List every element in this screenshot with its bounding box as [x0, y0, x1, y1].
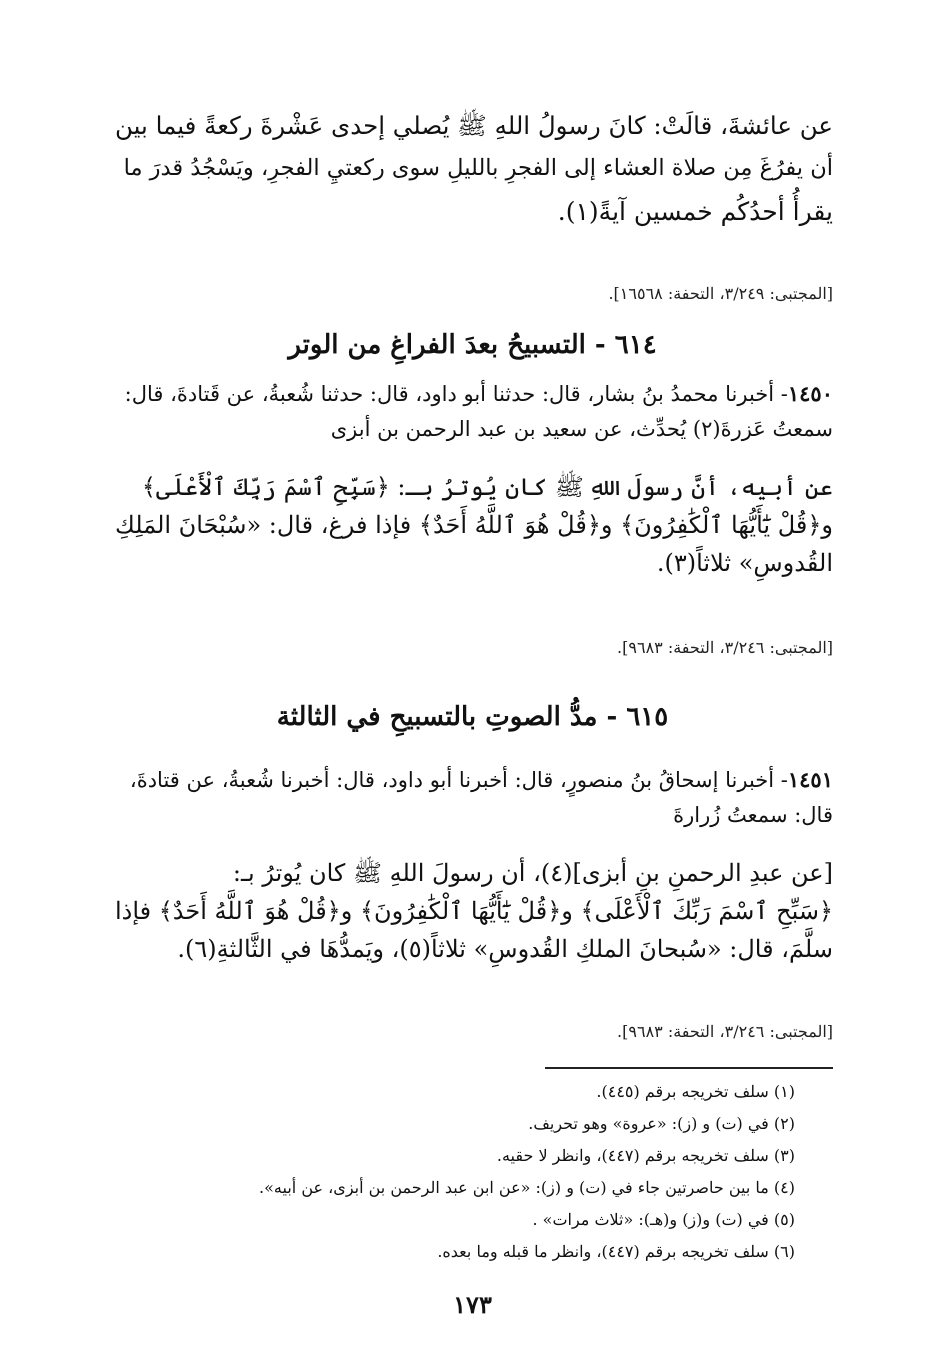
hadith-matn — [111, 854, 833, 968]
hadith-isnad — [111, 762, 833, 833]
source-reference: [المجتبى: ٣/٢٤٦، التحفة: ٩٦٨٣]. — [617, 1022, 833, 1041]
source-reference: [المجتبى: ٣/٢٤٩، التحفة: ١٦٥٦٨]. — [608, 284, 833, 303]
text-line: و﴿قُلْ يَٰٓأَيُّهَا ٱلْكَٰفِرُونَ﴾ و﴿قُلْ هُوَ ٱللَّهُ أَحَدٌ﴾ فإذا فرغ، قال: «سُبْحَانَ المَلِكِ — [115, 511, 833, 539]
text-line: أن يفرُغَ مِن صلاة العشاء إلى الفجرِ بالليلِ سوى ركعتيِ الفجرِ، ويَسْجُدُ قدرَ ما — [123, 155, 833, 181]
footnote: (٤) ما بين حاصرتين جاء في (ت) و (ز): «عن ابن عبد الرحمن بن أبزى، عن أبيه». — [259, 1178, 795, 1197]
footnotes — [115, 1076, 795, 1268]
intro-paragraph — [111, 104, 833, 233]
hadith-matn — [111, 468, 833, 582]
hadith-number: ١٤٥٠ — [787, 381, 833, 406]
isnad-text: - أخبرنا محمدُ بنُ بشار، قال: حدثنا أبو داود، قال: حدثنا شُعبةُ، عن قَتادةَ، قال: — [124, 382, 788, 406]
text-line: سلَّمَ، قال: «سُبحانَ الملكِ القُدوسِ» ثلاثاً(٥)، ويَمدُّهَا في الثَّالثةِ(٦). — [177, 935, 833, 963]
footnote: (٥) في (ت) و(ز) و(هـ): «ثلاث مرات» . — [532, 1210, 795, 1229]
chapter-heading: ٦١٥ - مدُّ الصوتِ بالتسبيحِ في الثالثة — [276, 702, 669, 732]
text-line: قال: سمعتُ زُرارةَ — [673, 803, 833, 827]
text-line: سمعتُ عَزرةَ(٢) يُحدِّث، عن سعيد بن عبد الرحمن بن أبزى — [330, 417, 833, 441]
footnote: (٢) في (ت) و (ز): «عروة» وهو تحريف. — [528, 1114, 795, 1133]
footnote: (٣) سلف تخريجه برقم (٤٤٧)، وانظر لا حقيه. — [496, 1146, 795, 1165]
text-line: عن أبيه، أنَّ رسولَ اللهِ ﷺ كان يُوترُ بـ: ﴿سَبِّحِ ٱسْمَ رَبِّكَ ٱلْأَعْلَى﴾ — [141, 473, 833, 501]
footnote: (١) سلف تخريجه برقم (٤٤٥). — [596, 1082, 795, 1101]
isnad-text: - أخبرنا إسحاقُ بنُ منصورٍ، قال: أخبرنا أبو داود، قال: أخبرنا شُعبةُ، عن قتادةَ، — [129, 768, 788, 792]
page-number: ١٧٣ — [453, 1290, 492, 1319]
text-line: يقرأُ أحدُكُم خمسين آيةً(١). — [557, 197, 833, 226]
text-line — [111, 376, 833, 412]
chapter-heading: ٦١٤ - التسبيحُ بعدَ الفراغِ من الوتر — [288, 330, 657, 360]
text-line: القُدوسِ» ثلاثاً(٣). — [656, 549, 833, 577]
hadith-isnad — [111, 376, 833, 447]
text-line: [عن عبدِ الرحمنِ بنِ أبزى](٤)، أن رسولَ اللهِ ﷺ كان يُوترُ بـ: — [232, 859, 833, 887]
text-line: ﴿سَبِّحِ ٱسْمَ رَبِّكَ ٱلْأَعْلَى﴾ و﴿قُلْ يَٰٓأَيُّهَا ٱلْكَٰفِرُونَ﴾ و﴿قُلْ هُوَ ٱللَّهُ أَحَدٌ﴾ فإذا — [114, 897, 833, 925]
text-line: عن عائشةَ، قالَتْ: كانَ رسولُ اللهِ ﷺ يُصلي إحدى عَشْرةَ ركعةً فيما بين — [115, 111, 833, 140]
footnote-divider — [545, 1067, 833, 1069]
hadith-number: ١٤٥١ — [787, 767, 833, 792]
source-reference: [المجتبى: ٣/٢٤٦، التحفة: ٩٦٨٣]. — [617, 638, 833, 657]
text-line — [111, 762, 833, 798]
footnote: (٦) سلف تخريجه برقم (٤٤٧)، وانظر ما قبله وما بعده. — [437, 1242, 795, 1261]
